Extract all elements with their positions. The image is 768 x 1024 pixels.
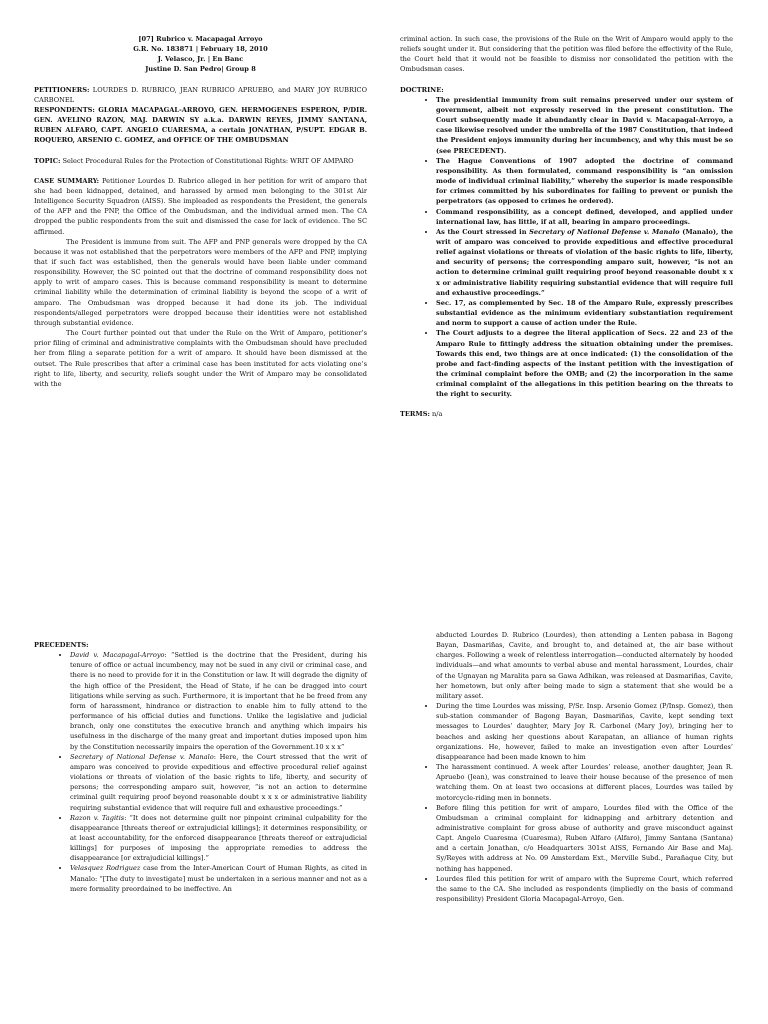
case-gr-number: G.R. No. 183871 | February 18, 2010 [133, 45, 268, 54]
precedent-text: case from the Inter-American Court of Human Rights, as cited in Manalo: “[The duty to investigate] must be undertaken in a serious manner and not as a mere formality preordained to be ineffective. An [70, 864, 367, 893]
precedents-list [34, 650, 367, 894]
topic-text: Select Procedural Rules for the Protection of Constitutional Rights: WRIT OF AMPARO [60, 156, 354, 165]
topic-label: TOPIC: [34, 156, 61, 165]
doctrine-item-case-name: Secretary of National Defense v. Manalo [529, 227, 680, 236]
precedents-label: PRECEDENTS: [34, 641, 89, 649]
terms [400, 409, 733, 419]
doctrine-item-mid: (Manalo), [679, 227, 721, 236]
respondents-label: RESPONDENTS: [34, 105, 95, 114]
precedent-item [70, 813, 367, 864]
case-author: Justine D. San Pedro| Group 8 [145, 65, 256, 74]
precedent-text: : “Settled is the doctrine that the President, during his tenure of office or actual incumbency, may not be sued in any civil or criminal case, and there is no need to provide for it in the Constitution or law. It will degrade the dignity of the high office of the President, the Head of State, if he can be dragged into court litigations while serving as such. Furthermore, it is important that he be freed from any form of harassment, hindrance or distraction to enable him to fully attend to the performance of his official duties and functions. Unlike the legislative and judicial branch, only one constitutes the executive branch and anything which impairs his usefulness in the discharge of the many great and important duties imposed upon him by the Constitution necessarily impairs the operation of the Government.10 x x x” [70, 651, 368, 751]
doctrine-item: • The presidential immunity from suit remains preserved under our system of government, albeit not expressly reserved in the present constitution. The Court subsequently made it abundantly clear in David v. Macapagal-Arroyo, a case likewise resolved under the umbrella of the 1987 Constitution, that indeed the President enjoys immunity during her incumbency, and why this must be so (see PRECEDENT). [436, 95, 733, 156]
case-summary-text: Petitioner Lourdes D. Rubrico alleged in her petition for writ of amparo that she had been kidnapped, detained, and harassed by armed men belonging to the 301st Air Intelligence Security Squadron (AISS). She impleaded as respondents the President, the generals of the AFP and the PNP, the Office of the Ombudsman, and the individual armed men. The CA dropped the public respondents from the suit and dismissed the case for lack of evidence. The SC affirmed. [34, 176, 367, 236]
column-bottom-right [400, 630, 733, 904]
doctrine-item: • Command responsibility, as a concept defined, developed, and applied under international law, has little, if at all, bearing in amparo proceedings. [436, 207, 733, 227]
doctrine-item-text: the writ of amparo was conceived to provide expeditious and effective procedural relief against violations or threats of violation of the basic rights to life, liberty, and security of persons; the corresponding amparo suit, however, “is not an action to determine criminal guilt requiring proof beyond reasonable doubt x x x or administrative liability requiring substantial evidence that will require full and exhaustive proceedings.” [436, 227, 734, 297]
column-bottom-left [34, 640, 367, 894]
doctrine-item: • Sec. 17, as complemented by Sec. 18 of the Amparo Rule, expressly prescribes substantial evidence as the minimum evidentiary substantiation requirement and norm to support a cause of action under the Rule. [436, 298, 733, 328]
respondents [34, 105, 367, 146]
precedent-text: : Here, the Court stressed that the writ of amparo was conceived to provide expeditious and effective procedural relief against violations or threats of violation of the basic rights to life, liberty, and security of persons; the corresponding amparo suit, however, “is not an action to determine criminal guilt requiring proof beyond reasonable doubt x x x or administrative liability requiring substantial evidence that will require full and exhaustive proceedings.” [70, 752, 368, 812]
column-top-right [400, 34, 733, 420]
case-summary-continuation: criminal action. In such case, the provisions of the Rule on the Writ of Amparo would apply to the reliefs sought under it. But considering that the petition was filed before the effectivity of the Rule, the Court held that it would not be feasible to dismiss nor consolidated the petition with the Ombudsman cases. [400, 35, 733, 74]
precedent-text: : “It does not determine guilt nor pinpoint criminal culpability for the disappearance [threats thereof or extrajudicial killings]; it determines responsibility, or at least accountability, for the enforced disappearance [threats thereof or extrajudicial killings] for purposes of imposing the appropriate remedies to address the disappearance [or extrajudicial killings].” [70, 813, 367, 863]
case-summary-p1 [34, 176, 367, 237]
case-ponente: J. Velasco, Jr. | En Banc [157, 55, 244, 64]
petitioners-text: LOURDES D. RUBRICO, JEAN RUBRICO APRUEBO, and MARY JOY RUBRICO CARBONEL [34, 85, 367, 104]
precedent-item [70, 650, 367, 752]
terms-label: TERMS: [400, 410, 430, 419]
doctrine-item-prefix: As the Court stressed in [436, 227, 530, 236]
precedent-case-name: Razon v. Tagitis [70, 813, 125, 822]
petitioners [34, 85, 367, 105]
fact-item: • The harassment continued. A week after Lourdes’ release, another daughter, Jean R. Apruebo (Jean), was constrained to leave their house because of the presence of men watching them. On at least two occasions at different places, Lourdes was tailed by motorcycle-riding men in bonnets. [436, 762, 733, 803]
fact-item: • Lourdes filed this petition for writ of amparo with the Supreme Court, which referred the same to the CA. She included as respondents (impliedly on the basis of command responsibility) President Gloria Macapagal-Arroyo, Gen. [436, 874, 733, 904]
precedent-case-name: Secretary of National Defense v. Manalo [70, 752, 214, 761]
case-summary-label: CASE SUMMARY: [34, 176, 100, 185]
facts-lead: abducted Lourdes D. Rubrico (Lourdes), then attending a Lenten pabasa in Bagong Bayan, Dasmariñas, Cavite, and brought to, and detained at, the air base without charges. Following a week of relentless interrogation—conducted alternately by hooded individuals—and what amounts to verbal abuse and mental harassment, Lourdes, chair of the Ugnayan ng Maralita para sa Gawa Adhikan, was released at Dasmariñas, Cavite, her hometown, but only after being made to sign a statement that she would be a military asset. [436, 631, 733, 700]
doctrine-list [400, 95, 733, 400]
doctrine-item [436, 227, 733, 298]
terms-text: n/a [429, 410, 443, 419]
doctrine-item: • The Court adjusts to a degree the literal application of Secs. 22 and 23 of the Amparo Rule to fittingly address the situation obtaining under the premises. Towards this end, two things are at once indicated: (1) the consolidation of the probe and fact-finding aspects of the instant petition with the investigation of the criminal complaint before the OMB; and (2) the incorporation in the same criminal complaint of the allegations in this petition bearing on the threats to the right to security. [436, 328, 733, 399]
precedent-item [70, 863, 367, 893]
petitioners-label: PETITIONERS: [34, 85, 90, 94]
case-summary-p3: The Court further pointed out that under the Rule on the Writ of Amparo, petitioner’s prior filing of criminal and administrative complaints with the Ombudsman should have precluded her from filing a separate petition for a writ of amparo. It should have been dismissed at the outset. The Rule prescribes that after a criminal case has been instituted for acts violating one’s right to life, liberty, and security, reliefs sought under the Writ of Amparo may be consolidated with the [34, 329, 367, 388]
precedent-case-name: Velasquez Rodriguez [70, 864, 141, 873]
facts-list [400, 701, 733, 904]
precedent-case-name: David v. Macapagal-Arroyo [70, 651, 165, 660]
fact-item: • Before filing this petition for writ of amparo, Lourdes filed with the Office of the Ombudsman a criminal complaint for kidnapping and arbitrary detention and administrative complaint for gross abuse of authority and grave misconduct against Capt. Angelo Cuaresma (Cuaresma), Ruben Alfaro (Alfaro), Jimmy Santana (Santana) and a certain Jonathan, c/o Headquarters 301st AISS, Fernando Air Base and Maj. Sy/Reyes with address at No. 09 Amsterdam Ext., Merville Subd., Parañaque City, but nothing has happened. [436, 803, 733, 874]
fact-item: • During the time Lourdes was missing, P/Sr. Insp. Arsenio Gomez (P/Insp. Gomez), then sub-station commander of Bagong Bayan, Dasmariñas, Cavite, kept sending text messages to Lourdes’ daughter, Mary Joy R. Carbonel (Mary Joy), bringing her to beaches and asking her questions about Karapatan, an alliance of human rights organizations. He, however, failed to make an investigation even after Lourdes’ disappearance had been made known to him [436, 701, 733, 762]
doctrine-item: • The Hague Conventions of 1907 adopted the doctrine of command responsibility. As then formulated, command responsibility is “an omission mode of individual criminal liability,” whereby the superior is made responsible for crimes committed by his subordinates for failing to prevent or punish the perpetrators (as opposed to crimes he ordered). [436, 156, 733, 207]
case-title: [07] Rubrico v. Macapagal Arroyo [138, 35, 263, 43]
respondents-text: GLORIA MACAPAGAL-ARROYO, GEN. HERMOGENES ESPERON, P/DIR. GEN. AVELINO RAZON, MAJ. DARWIN SY a.k.a. DARWIN REYES, JIMMY SANTANA, RUBEN ALFARO, CAPT. ANGELO CUARESMA, a certain JONATHAN, P/SUPT. EDGAR B. ROQUERO, ARSENIO C. GOMEZ, and OFFICE OF THE OMBUDSMAN [34, 105, 367, 145]
case-summary-p2: The President is immune from suit. The AFP and PNP generals were dropped by the CA because it was not established that the perpetrators were members of the AFP and PNP, implying that if such fact was established, then the generals would have been liable under command responsibility. However, the SC pointed out that the doctrine of command responsibility does not apply to writ of amparo cases. This is because command responsibility is meant to determine criminal liability while the determination of criminal liability is beyond the scope of a writ of amparo. The Ombudsman was dropped because it had done its job. The individual respondents/alleged perpetrators were dropped because their identities were not established through substantial evidence. [34, 237, 367, 327]
topic [34, 156, 367, 166]
doctrine-label: DOCTRINE: [400, 85, 444, 94]
column-top-left [34, 34, 367, 389]
precedent-item [70, 752, 367, 813]
